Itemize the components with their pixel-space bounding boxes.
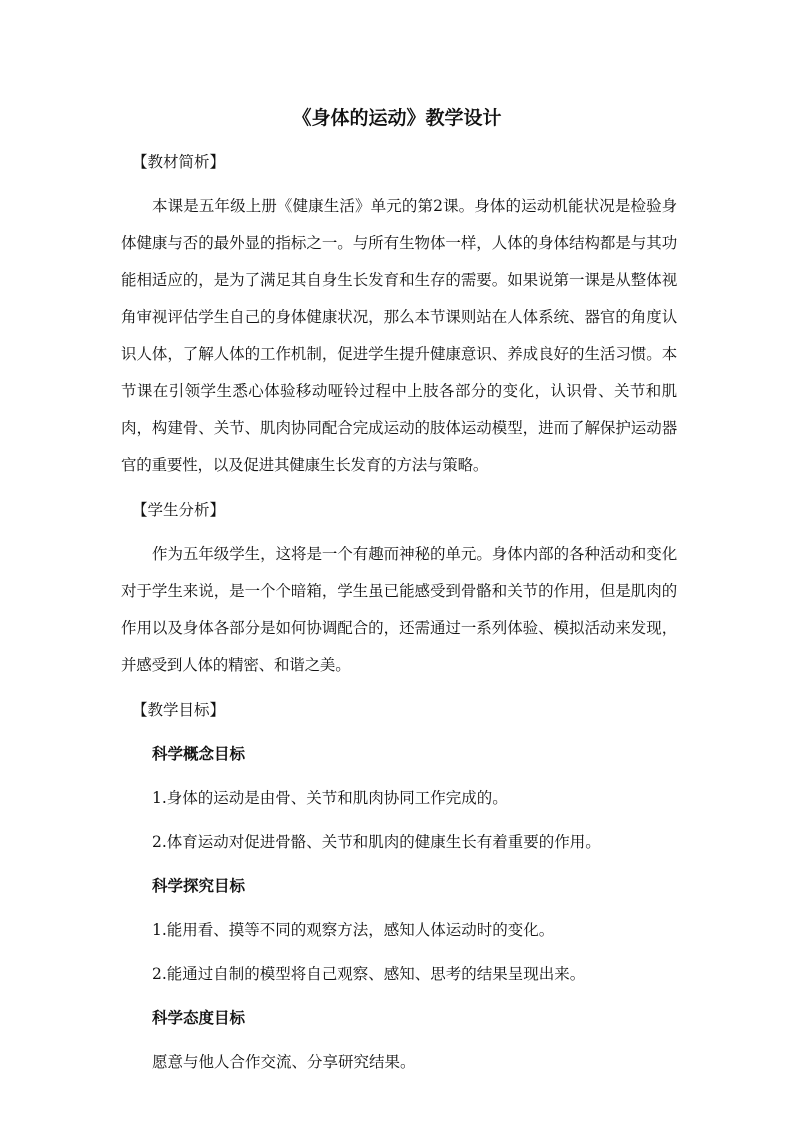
document-body [121,148,677,1076]
section-heading-students: 【学生分析】 [132,501,226,519]
paragraph-students: 作为五年级学生，这将是一个有趣而神秘的单元。身体内部的各种活动和变化对于学生来说，是一个个暗箱，学生虽已能感受到骨骼和关节的作用，但是肌肉的作用以及身体各部分是如何协调配合的，还需通过一系列体验、模拟活动来发现，并感受到人体的精密、和谐之美。 [121,545,677,674]
paragraph-material: 本课是五年级上册《健康生活》单元的第2课。身体的运动机能状况是检验身体健康与否的最外显的指标之一。与所有生物体一样，人体的身体结构都是与其功能相适应的，是为了满足其自身生长发育和生存的需要。如果说第一课是从整体视角审视评估学生自己的身体健康状况，那么本节课则站在人体系统、器官的角度认识人体，了解人体的工作机制，促进学生提升健康意识、养成良好的生活习惯。本节课在引领学生悉心体验移动哑铃过程中上肢各部分的变化，认识骨、关节和肌肉，构建骨、关节、肌肉协同配合完成运动的肢体运动模型，进而了解保护运动器官的重要性，以及促进其健康生长发育的方法与策略。 [121,197,677,474]
goal-item-inquiry-2: 2.能通过自制的模型将自己观察、感知、思考的结果呈现出来。 [152,965,586,983]
goal-subheading-concept: 科学概念目标 [152,745,246,763]
goal-subheading-inquiry: 科学探究目标 [152,877,246,895]
goal-item-attitude-1: 愿意与他人合作交流、分享研究结果。 [152,1053,416,1071]
goal-item-concept-2: 2.体育运动对促进骨骼、关节和肌肉的健康生长有着重要的作用。 [152,833,601,851]
goal-item-inquiry-1: 1.能用看、摸等不同的观察方法，感知人体运动时的变化。 [152,921,555,939]
goal-item-concept-1: 1.身体的运动是由骨、关节和肌肉协同工作完成的。 [152,789,508,807]
document-title: 《身体的运动》教学设计 [292,107,502,129]
goal-subheading-attitude: 科学态度目标 [152,1009,246,1027]
section-heading-goals: 【教学目标】 [132,701,226,719]
section-heading-material: 【教材简析】 [132,153,226,171]
